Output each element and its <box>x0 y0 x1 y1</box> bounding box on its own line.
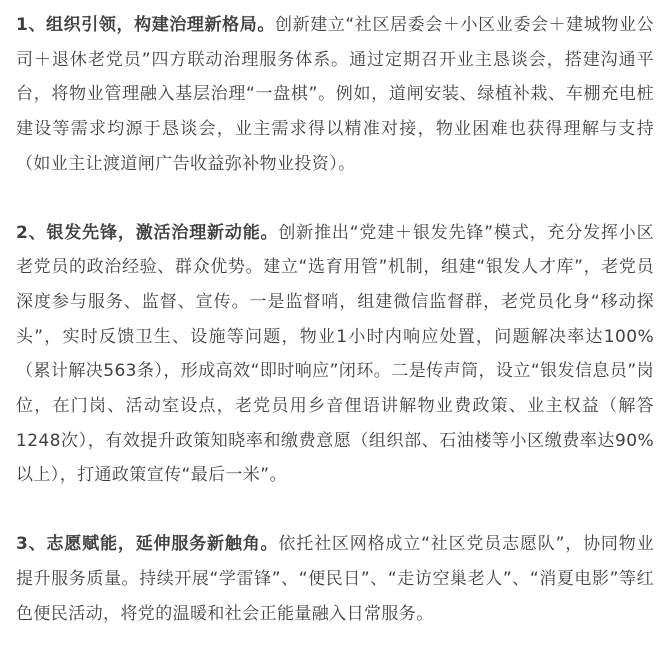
paragraph-3 <box>16 527 654 631</box>
paragraph-1 <box>16 8 654 182</box>
paragraph-1-text: 创新建立“社区居委会＋小区业委会＋建城物业公司＋退休老党员”四方联动治理服务体系。通过定期召开业主恳谈会，搭建沟通平台，将物业管理融入基层治理“一盘棋”。例如，道闸安装、绿植补栽、车棚充电桩建设等需求均源于恳谈会，业主需求得以精准对接，物业困难也获得理解与支持（如业主让渡道闸广告收益弥补物业投资）。 <box>16 15 655 174</box>
paragraph-2-heading: 2、银发先锋，激活治理新动能。 <box>16 222 279 243</box>
paragraph-3-text: 依托社区网格成立“社区党员志愿队”，协同物业提升服务质量。持续开展“学雷锋”、“便民日”、“走访空巢老人”、“消夏电影”等红色便民活动，将党的温暖和社会正能量融入日常服务。 <box>16 534 654 624</box>
paragraph-2-text: 创新推出“党建＋银发先锋”模式，充分发挥小区老党员的政治经验、群众优势。建立“选育用管”机制，组建“银发人才库”，老党员深度参与服务、监督、宣传。一是监督哨，组建微信监督群，老党员化身“移动探头”，实时反馈卫生、设施等问题，物业1小时内响应处置，问题解决率达100%（累计解决563条），形成高效“即时响应”闭环。二是传声筒，设立“银发信息员”岗位，在门岗、活动室设点，老党员用乡音俚语讲解物业费政策、业主权益（解答1248次），有效提升政策知晓率和缴费意愿（组织部、石油楼等小区缴费率达90%以上），打通政策宣传“最后一米”。 <box>16 222 654 486</box>
paragraph-1-heading: 1、组织引领，构建治理新格局。 <box>16 15 275 35</box>
paragraph-2 <box>16 216 654 494</box>
paragraph-3-heading: 3、志愿赋能，延伸服务新触角。 <box>16 534 279 555</box>
